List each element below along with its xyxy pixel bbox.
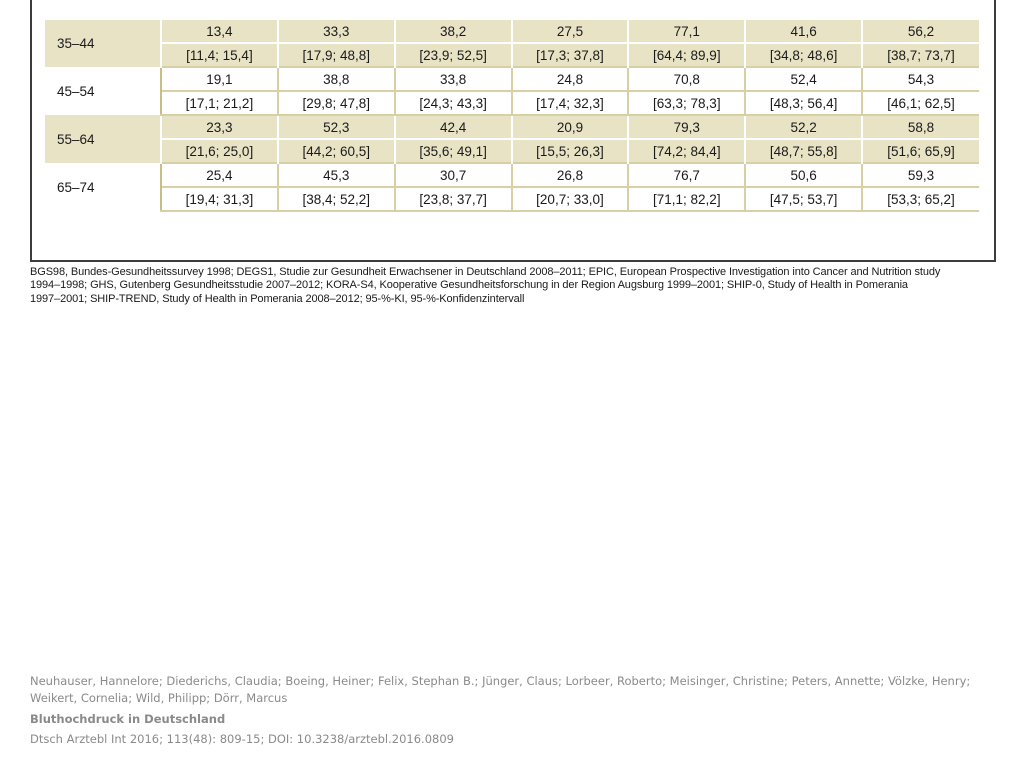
value-cell: 38,8 (278, 67, 395, 91)
footnote-line: BGS98, Bundes-Gesundheitssurvey 1998; DEGS1, Studie zur Gesundheit Erwachsener in Deutschland 2008–2011; EPIC, European Prospective Investigation into Cancer and Nutrition study (30, 266, 941, 278)
ci-cell: [71,1; 82,2] (628, 187, 745, 211)
value-cell: 23,3 (161, 115, 278, 139)
value-cell: 26,8 (512, 163, 629, 187)
ci-cell: [63,3; 78,3] (628, 91, 745, 115)
table-row-ci (45, 91, 979, 115)
age-group-label: 65–74 (57, 179, 95, 195)
value-cell: 42,4 (395, 115, 512, 139)
value-cell: 50,6 (745, 163, 862, 187)
value-cell: 59,3 (862, 163, 979, 187)
ci-cell: [17,3; 37,8] (512, 43, 629, 67)
value-cell: 19,1 (161, 67, 278, 91)
hypertension-table (45, 20, 979, 212)
ci-cell: [34,8; 48,6] (745, 43, 862, 67)
table-footnote (30, 266, 1000, 306)
value-cell: 33,3 (278, 20, 395, 43)
ci-cell: [29,8; 47,8] (278, 91, 395, 115)
value-cell: 25,4 (161, 163, 278, 187)
age-group-label: 45–54 (57, 83, 95, 99)
value-cell: 76,7 (628, 163, 745, 187)
ci-cell: [51,6; 65,9] (862, 139, 979, 163)
value-cell: 20,9 (512, 115, 629, 139)
value-cell: 52,4 (745, 67, 862, 91)
table-row (45, 20, 979, 43)
footnote-line: 1997–2001; SHIP-TREND, Study of Health in Pomerania 2008–2012; 95-%-KI, 95-%-Konfidenzintervall (30, 292, 525, 305)
value-cell: 38,2 (395, 20, 512, 43)
age-group-label: 35–44 (45, 20, 161, 67)
authors-line: Weikert, Cornelia; Wild, Philipp; Dörr, Marcus (30, 691, 288, 705)
value-cell: 58,8 (862, 115, 979, 139)
value-cell: 70,8 (628, 67, 745, 91)
citation-authors (30, 673, 990, 707)
ci-cell: [46,1; 62,5] (862, 91, 979, 115)
ci-cell: [24,3; 43,3] (395, 91, 512, 115)
ci-cell: [23,8; 37,7] (395, 187, 512, 211)
value-cell: 52,2 (745, 115, 862, 139)
value-cell: 41,6 (745, 20, 862, 43)
citation-journal: Dtsch Arztebl Int 2016; 113(48): 809-15; DOI: 10.3238/arztebl.2016.0809 (30, 732, 454, 746)
table-row (45, 163, 979, 187)
ci-cell: [48,7; 55,8] (745, 139, 862, 163)
ci-cell: [17,1; 21,2] (161, 91, 278, 115)
value-cell: 52,3 (278, 115, 395, 139)
ci-cell: [20,7; 33,0] (512, 187, 629, 211)
ci-cell: [48,3; 56,4] (745, 91, 862, 115)
ci-cell: [74,2; 84,4] (628, 139, 745, 163)
value-cell: 56,2 (862, 20, 979, 43)
table-row-ci (45, 187, 979, 211)
ci-cell: [47,5; 53,7] (745, 187, 862, 211)
citation-block (30, 673, 990, 748)
ci-cell: [23,9; 52,5] (395, 43, 512, 67)
ci-cell: [17,9; 48,8] (278, 43, 395, 67)
table-row-ci (45, 139, 979, 163)
ci-cell: [17,4; 32,3] (512, 91, 629, 115)
value-cell: 54,3 (862, 67, 979, 91)
ci-cell: [64,4; 89,9] (628, 43, 745, 67)
value-cell: 33,8 (395, 67, 512, 91)
ci-cell: [38,4; 52,2] (278, 187, 395, 211)
value-cell: 30,7 (395, 163, 512, 187)
age-group-label: 55–64 (45, 115, 161, 163)
value-cell: 79,3 (628, 115, 745, 139)
ci-cell: [19,4; 31,3] (161, 187, 278, 211)
ci-cell: [53,3; 65,2] (862, 187, 979, 211)
table-row (45, 67, 979, 91)
value-cell: 24,8 (512, 67, 629, 91)
authors-line: Neuhauser, Hannelore; Diederichs, Claudia; Boeing, Heiner; Felix, Stephan B.; Jünger, Claus; Lorbeer, Roberto; Meisinger, Christine; Peters, Annette; Völzke, Henry; (30, 674, 971, 688)
table-row-ci (45, 43, 979, 67)
value-cell: 27,5 (512, 20, 629, 43)
table-row (45, 115, 979, 139)
ci-cell: [35,6; 49,1] (395, 139, 512, 163)
value-cell: 13,4 (161, 20, 278, 43)
value-cell: 77,1 (628, 20, 745, 43)
footnote-line: 1994–1998; GHS, Gutenberg Gesundheitsstudie 2007–2012; KORA-S4, Kooperative Gesundheitsforschung in der Region Augsburg 1999–2001; SHIP-0, Study of Health in Pomerania (30, 279, 908, 292)
value-cell: 45,3 (278, 163, 395, 187)
ci-cell: [11,4; 15,4] (161, 43, 278, 67)
citation-title: Bluthochdruck in Deutschland (30, 712, 226, 726)
ci-cell: [44,2; 60,5] (278, 139, 395, 163)
ci-cell: [38,7; 73,7] (862, 43, 979, 67)
ci-cell: [15,5; 26,3] (512, 139, 629, 163)
ci-cell: [21,6; 25,0] (161, 139, 278, 163)
